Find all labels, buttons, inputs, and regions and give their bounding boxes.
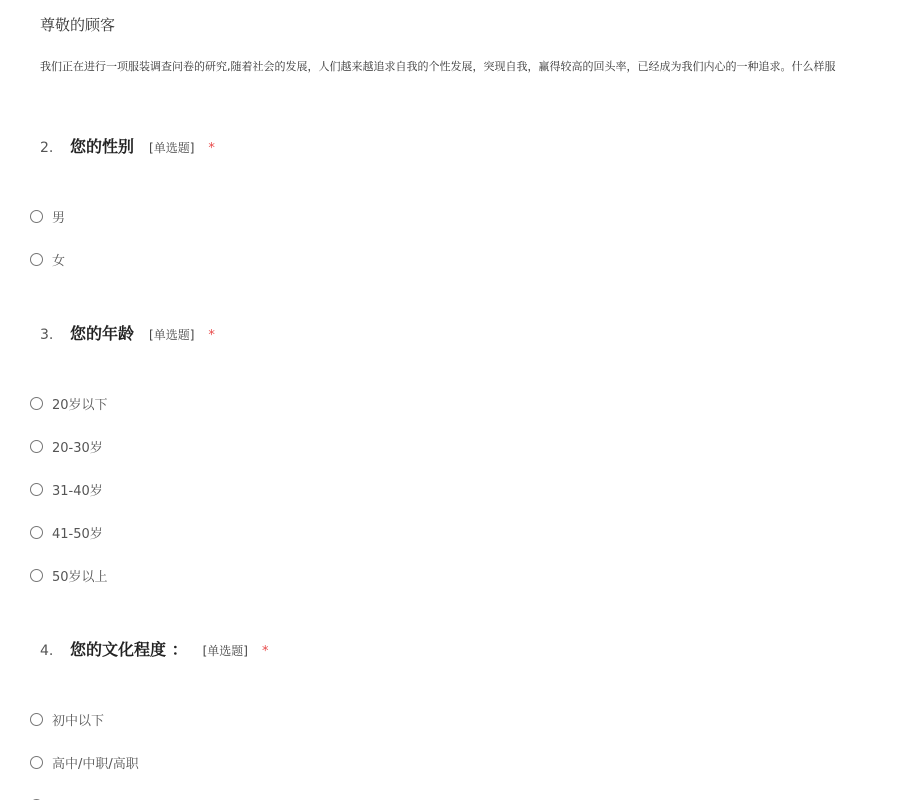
question-type: [单选题] <box>149 328 195 342</box>
question-number: 2. <box>40 140 54 156</box>
radio-button-icon[interactable] <box>30 253 43 266</box>
required-marker: * <box>261 644 269 659</box>
question-type: [单选题] <box>202 644 248 658</box>
question-title: 您的文化程度 ： <box>70 640 188 659</box>
question-age <box>40 321 880 345</box>
option-age-41-50[interactable] <box>30 522 103 542</box>
option-age-31-40[interactable] <box>30 479 103 499</box>
survey-intro: 我们正在进行一项服装调查问卷的研究,随着社会的发展，人们越来越追求自我的个性发展，突现自我，赢得较高的回头率，已经成为我们内心的一种追求。什么样服 <box>40 60 836 73</box>
radio-button-icon[interactable] <box>30 397 43 410</box>
question-title-row <box>40 637 880 661</box>
question-title-row <box>40 321 880 345</box>
required-marker: * <box>208 141 215 156</box>
radio-button-icon[interactable] <box>30 210 43 223</box>
option-age-under-20[interactable] <box>30 393 108 413</box>
question-gender <box>40 134 880 158</box>
option-age-over-50[interactable] <box>30 565 108 585</box>
required-marker: * <box>208 328 215 343</box>
option-label: 20-30岁 <box>52 440 103 456</box>
option-female[interactable] <box>30 249 65 269</box>
option-label: 高中/中职/高职 <box>52 756 139 772</box>
option-label: 20岁以下 <box>52 397 108 413</box>
radio-button-icon[interactable] <box>30 440 43 453</box>
option-edu-high-school[interactable] <box>30 752 139 772</box>
radio-button-icon[interactable] <box>30 756 43 769</box>
question-title: 您的性别 <box>70 137 135 156</box>
radio-button-icon[interactable] <box>30 483 43 496</box>
option-label: 50岁以上 <box>52 569 108 585</box>
option-label: 31-40岁 <box>52 483 103 499</box>
option-label: 女 <box>52 253 66 269</box>
option-label: 男 <box>52 210 66 226</box>
question-number: 4. <box>40 643 54 659</box>
question-type: [单选题] <box>149 141 195 155</box>
option-male[interactable] <box>30 206 65 226</box>
option-edu-junior-high[interactable] <box>30 709 104 729</box>
option-label: 初中以下 <box>52 713 105 729</box>
question-title: 您的年龄 <box>70 324 135 343</box>
radio-button-icon[interactable] <box>30 569 43 582</box>
option-label: 41-50岁 <box>52 526 103 542</box>
survey-greeting: 尊敬的顾客 <box>40 16 116 34</box>
radio-button-icon[interactable] <box>30 713 43 726</box>
question-title-row <box>40 134 880 158</box>
radio-button-icon[interactable] <box>30 526 43 539</box>
option-edu-next[interactable] <box>30 795 52 800</box>
question-number: 3. <box>40 327 54 343</box>
question-education <box>40 637 880 661</box>
option-age-20-30[interactable] <box>30 436 103 456</box>
